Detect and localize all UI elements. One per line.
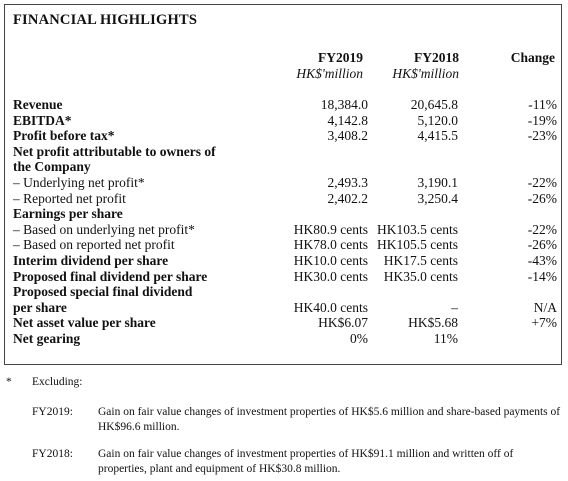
row-label: Net asset value per share <box>13 315 156 331</box>
value-fy2018: HK$5.68 <box>408 315 458 331</box>
value-change <box>458 206 557 222</box>
footnote-year: FY2018: <box>32 448 73 460</box>
column-header-fy2019 <box>267 50 363 82</box>
value-change <box>458 331 557 347</box>
value-change: +7% <box>531 315 557 331</box>
column-year: FY2018 <box>414 50 459 65</box>
value-fy2019 <box>273 159 368 175</box>
row-label: Net profit attributable to owners of <box>13 143 216 159</box>
value-fy2018: HK35.0 cents <box>383 268 458 284</box>
value-fy2019: 3,408.2 <box>327 128 368 144</box>
table-row <box>13 97 557 113</box>
table-row <box>13 269 557 285</box>
row-label: per share <box>13 299 67 315</box>
value-fy2018: 11% <box>433 330 458 346</box>
financial-table <box>13 97 557 347</box>
value-change: -26% <box>527 190 557 206</box>
column-unit: HK$'million <box>392 66 459 81</box>
value-fy2019: HK30.0 cents <box>293 268 368 284</box>
value-fy2018: 4,415.5 <box>417 128 458 144</box>
value-change: -11% <box>528 97 557 112</box>
value-fy2019 <box>273 206 368 222</box>
value-fy2018 <box>368 206 458 222</box>
column-year: FY2019 <box>318 50 363 65</box>
row-label: EBITDA* <box>13 112 72 128</box>
column-year: Change <box>510 50 555 65</box>
value-fy2019: HK10.0 cents <box>293 252 368 268</box>
value-fy2019: HK80.9 cents <box>293 221 368 237</box>
table-row <box>13 222 557 238</box>
row-label: – Reported net profit <box>13 190 126 206</box>
section-title: FINANCIAL HIGHLIGHTS <box>13 12 198 28</box>
table-row <box>13 237 557 253</box>
table-row <box>13 284 557 300</box>
value-fy2018 <box>368 284 458 300</box>
row-label: – Underlying net profit* <box>13 174 145 190</box>
value-fy2018 <box>368 159 458 175</box>
value-fy2018 <box>368 144 458 160</box>
table-row <box>13 315 557 331</box>
table-row <box>13 113 557 129</box>
table-row <box>13 253 557 269</box>
value-change: -26% <box>527 237 557 253</box>
row-label: the Company <box>13 159 91 175</box>
table-row <box>13 159 557 175</box>
footnote-year: FY2019: <box>32 406 73 418</box>
value-fy2019: HK78.0 cents <box>293 237 368 253</box>
row-label: Net gearing <box>13 330 81 346</box>
value-change: N/A <box>533 299 557 315</box>
value-change: -43% <box>527 252 557 268</box>
value-change: -23% <box>527 128 557 144</box>
row-label: – Based on underlying net profit* <box>13 221 195 237</box>
footnote-text: Gain on fair value changes of investment properties of HK$91.1 million and written off of properties, plant and equipment of HK$30.8 million. <box>98 448 514 475</box>
table-row <box>13 191 557 207</box>
row-label: Earnings per share <box>13 206 123 222</box>
value-fy2019 <box>273 144 368 160</box>
row-label: Interim dividend per share <box>13 252 169 268</box>
value-fy2019: 18,384.0 <box>320 97 368 112</box>
value-fy2019: 2,402.2 <box>327 190 368 206</box>
value-change <box>458 284 557 300</box>
value-fy2019: 2,493.3 <box>327 174 368 190</box>
table-row <box>13 128 557 144</box>
value-change <box>458 144 557 160</box>
value-fy2018: HK105.5 cents <box>377 237 458 253</box>
value-change: -22% <box>527 221 557 237</box>
value-fy2019: 0% <box>350 330 368 346</box>
value-change: -19% <box>527 112 557 128</box>
table-row <box>13 175 557 191</box>
column-unit: HK$'million <box>296 66 363 81</box>
table-row <box>13 331 557 347</box>
value-change: -22% <box>527 174 557 190</box>
value-change: -14% <box>527 268 557 284</box>
column-header-change <box>475 50 555 66</box>
value-fy2019: HK40.0 cents <box>293 299 368 315</box>
value-fy2018: 3,250.4 <box>417 190 458 206</box>
table-row <box>13 206 557 222</box>
column-header-fy2018 <box>367 50 459 82</box>
value-fy2018: 3,190.1 <box>417 174 458 190</box>
row-label: – Based on reported net profit <box>13 237 175 253</box>
value-fy2019: HK$6.07 <box>318 315 368 331</box>
footnote-intro: Excluding: <box>32 376 83 388</box>
value-fy2018: – <box>451 299 458 315</box>
value-fy2019: 4,142.8 <box>327 112 368 128</box>
value-fy2018: HK103.5 cents <box>377 221 458 237</box>
footnote-marker: * <box>6 376 12 388</box>
financial-highlights-panel <box>4 4 562 365</box>
value-fy2019 <box>273 284 368 300</box>
row-label: Proposed final dividend per share <box>13 268 208 284</box>
table-row <box>13 144 557 160</box>
value-change <box>458 159 557 175</box>
footnote-text: Gain on fair value changes of investment properties of HK$5.6 million and share-based payments of HK$96.6 million. <box>98 406 561 433</box>
row-label: Profit before tax* <box>13 128 115 144</box>
row-label: Proposed special final dividend <box>13 284 193 300</box>
value-fy2018: 5,120.0 <box>417 112 458 128</box>
value-fy2018: HK17.5 cents <box>383 252 458 268</box>
row-label: Revenue <box>13 97 63 112</box>
value-fy2018: 20,645.8 <box>410 97 458 112</box>
table-row <box>13 300 557 316</box>
